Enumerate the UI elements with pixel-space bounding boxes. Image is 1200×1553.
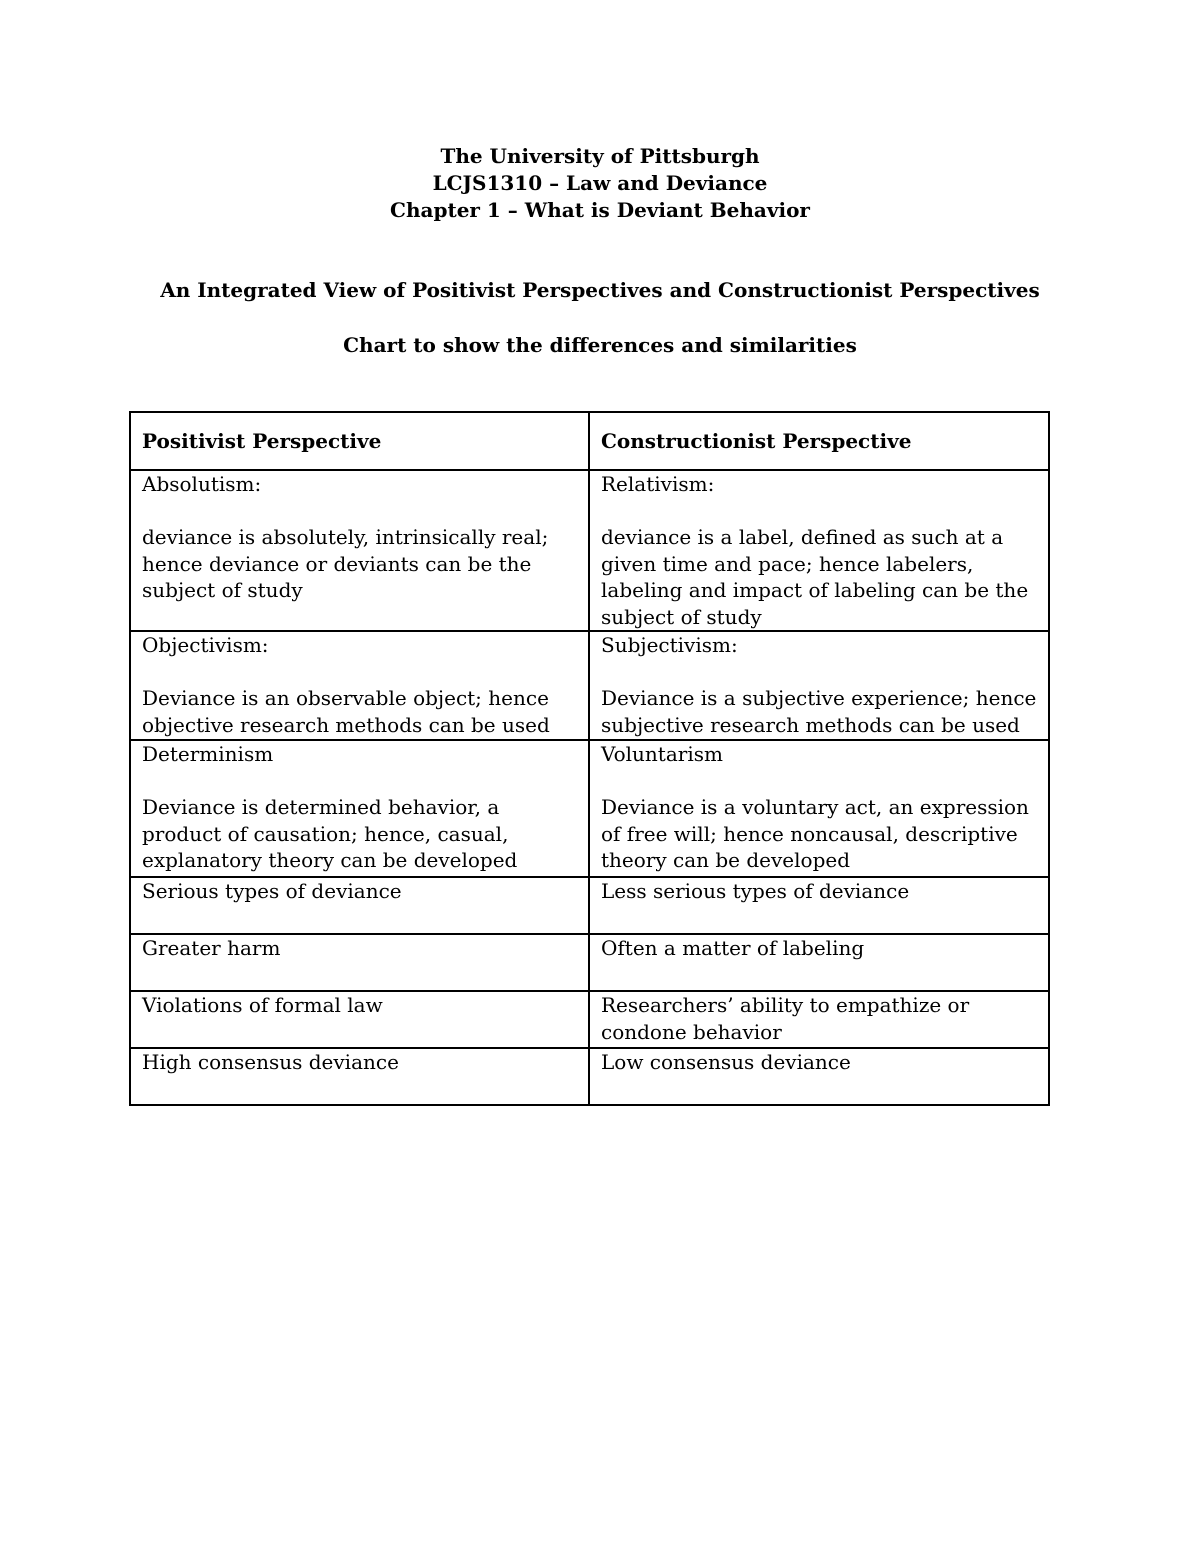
constructionist-cell	[589, 470, 1049, 631]
cell-description: Deviance is a voluntary act, an expression of free will; hence noncausal, descriptive theory can be developed	[601, 795, 1029, 872]
cell-term: Relativism:	[601, 472, 715, 496]
table-row	[130, 470, 1049, 631]
cell-term: Absolutism:	[142, 472, 262, 496]
table-row	[130, 934, 1049, 991]
positivist-cell	[130, 631, 589, 740]
comparison-table	[129, 411, 1050, 1106]
positivist-cell: Greater harm	[130, 934, 589, 991]
cell-description: Deviance is an observable object; hence objective research methods can be used	[142, 686, 550, 737]
constructionist-cell: Researchers’ ability to empathize or condone behavior	[589, 991, 1049, 1048]
constructionist-header: Constructionist Perspective	[589, 412, 1049, 470]
positivist-cell: Violations of formal law	[130, 991, 589, 1048]
table-row	[130, 1048, 1049, 1105]
document-header	[0, 143, 1200, 224]
cell-term: Subjectivism:	[601, 633, 738, 657]
cell-description: deviance is a label, defined as such at a given time and pace; hence labelers, labeling and impact of labeling can be the subject of study	[601, 525, 1029, 629]
table-row	[130, 740, 1049, 877]
positivist-cell	[130, 740, 589, 877]
positivist-cell	[130, 470, 589, 631]
constructionist-cell: Less serious types of deviance	[589, 877, 1049, 934]
cell-description: Deviance is a subjective experience; hence subjective research methods can be used	[601, 686, 1037, 737]
cell-description: deviance is absolutely, intrinsically real; hence deviance or deviants can be the subject of study	[142, 525, 549, 602]
cell-term: Objectivism:	[142, 633, 269, 657]
chapter-title: Chapter 1 – What is Deviant Behavior	[390, 198, 810, 222]
table-row	[130, 631, 1049, 740]
document-subtitle: An Integrated View of Positivist Perspectives and Constructionist Perspectives	[160, 278, 1040, 302]
constructionist-cell	[589, 631, 1049, 740]
cell-term: Determinism	[142, 742, 274, 766]
constructionist-cell: Low consensus deviance	[589, 1048, 1049, 1105]
constructionist-cell: Often a matter of labeling	[589, 934, 1049, 991]
cell-term: Voluntarism	[601, 742, 723, 766]
positivist-header: Positivist Perspective	[130, 412, 589, 470]
cell-description: Deviance is determined behavior, a product of causation; hence, casual, explanatory theory can be developed	[142, 795, 518, 872]
chart-caption: Chart to show the differences and similarities	[343, 333, 857, 357]
positivist-cell: Serious types of deviance	[130, 877, 589, 934]
table-header-row	[130, 412, 1049, 470]
university-name: The University of Pittsburgh	[440, 144, 760, 168]
table-row	[130, 991, 1049, 1048]
course-title: LCJS1310 – Law and Deviance	[432, 171, 768, 195]
constructionist-cell	[589, 740, 1049, 877]
table-row	[130, 877, 1049, 934]
positivist-cell: High consensus deviance	[130, 1048, 589, 1105]
